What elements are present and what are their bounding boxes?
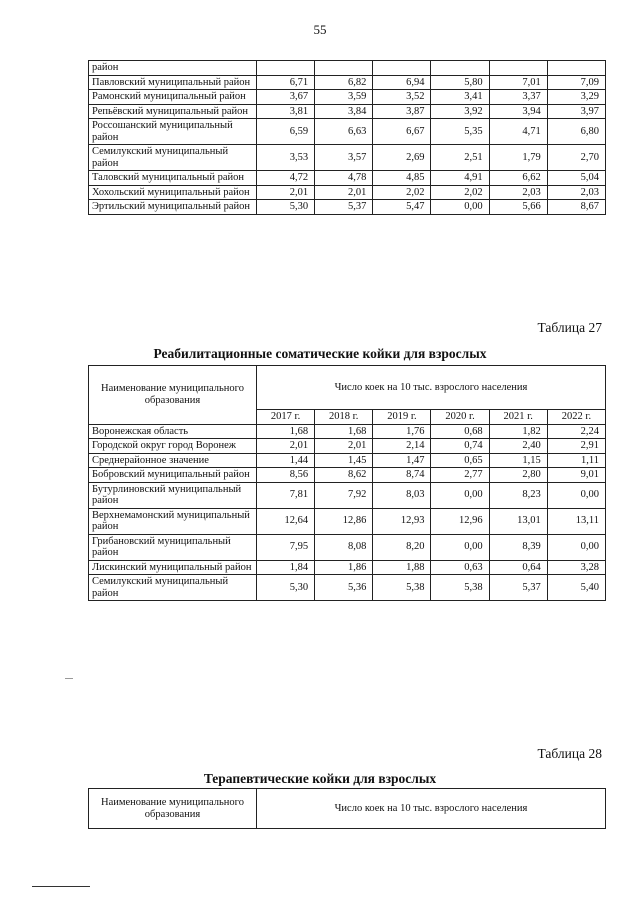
cell-value: 2,03 xyxy=(547,185,605,200)
cell-value: 2,80 xyxy=(489,468,547,483)
cell-value: 13,01 xyxy=(489,508,547,534)
cell-value: 3,41 xyxy=(431,90,489,105)
cell-value: 2,51 xyxy=(431,145,489,171)
cell-value: 1,15 xyxy=(489,453,547,468)
cell-value: 5,66 xyxy=(489,200,547,215)
cell-value: 12,64 xyxy=(257,508,315,534)
cell-value: 5,40 xyxy=(547,575,605,601)
cell-value: 6,62 xyxy=(489,171,547,186)
table-row xyxy=(89,90,606,105)
row-name: Грибановский муниципальный район xyxy=(89,534,257,560)
table28-header-name: Наименование муниципального образования xyxy=(89,789,257,829)
cell-value: 1,45 xyxy=(315,453,373,468)
cell-value: 5,37 xyxy=(489,575,547,601)
cell-value: 2,70 xyxy=(547,145,605,171)
row-name: Воронежская область xyxy=(89,424,257,439)
cell-value: 3,87 xyxy=(373,104,431,119)
cell-value: 1,68 xyxy=(257,424,315,439)
cell-value: 4,85 xyxy=(373,171,431,186)
cell-value xyxy=(257,61,315,76)
row-name: Рамонский муниципальный район xyxy=(89,90,257,105)
cell-value: 1,86 xyxy=(315,560,373,575)
cell-value: 6,63 xyxy=(315,119,373,145)
cell-value: 5,30 xyxy=(257,575,315,601)
table-row xyxy=(89,424,606,439)
cell-value: 8,62 xyxy=(315,468,373,483)
table27 xyxy=(88,365,606,601)
cell-value: 6,82 xyxy=(315,75,373,90)
cell-value: 5,38 xyxy=(373,575,431,601)
cell-value: 8,03 xyxy=(373,482,431,508)
cell-value: 0,74 xyxy=(431,439,489,454)
cell-value xyxy=(547,61,605,76)
cell-value: 9,01 xyxy=(547,468,605,483)
table-top-continuation xyxy=(88,60,606,215)
cell-value: 7,81 xyxy=(257,482,315,508)
table-row xyxy=(89,75,606,90)
cell-value: 8,08 xyxy=(315,534,373,560)
margin-mark xyxy=(65,678,73,679)
cell-value: 3,81 xyxy=(257,104,315,119)
year-header: 2021 г. xyxy=(489,410,547,425)
row-name: Бобровский муниципальный район xyxy=(89,468,257,483)
cell-value: 1,68 xyxy=(315,424,373,439)
table28-title: Терапевтические койки для взрослых xyxy=(203,771,437,786)
cell-value: 5,35 xyxy=(431,119,489,145)
cell-value: 8,23 xyxy=(489,482,547,508)
cell-value: 3,97 xyxy=(547,104,605,119)
cell-value: 1,44 xyxy=(257,453,315,468)
cell-value: 6,71 xyxy=(257,75,315,90)
cell-value: 5,04 xyxy=(547,171,605,186)
cell-value: 12,86 xyxy=(315,508,373,534)
cell-value xyxy=(373,61,431,76)
cell-value: 8,67 xyxy=(547,200,605,215)
table28-header-group: Число коек на 10 тыс. взрослого населения xyxy=(257,789,606,829)
cell-value: 2,14 xyxy=(373,439,431,454)
cell-value: 8,74 xyxy=(373,468,431,483)
page-number: 55 xyxy=(313,22,327,37)
cell-value: 2,01 xyxy=(315,185,373,200)
cell-value: 0,64 xyxy=(489,560,547,575)
cell-value: 6,59 xyxy=(257,119,315,145)
cell-value: 5,47 xyxy=(373,200,431,215)
row-name: Таловский муниципальный район xyxy=(89,171,257,186)
year-header: 2022 г. xyxy=(547,410,605,425)
cell-value: 2,02 xyxy=(373,185,431,200)
table-row xyxy=(89,468,606,483)
cell-value: 3,94 xyxy=(489,104,547,119)
cell-value: 1,88 xyxy=(373,560,431,575)
cell-value: 2,01 xyxy=(257,185,315,200)
cell-value: 1,76 xyxy=(373,424,431,439)
table-row xyxy=(89,171,606,186)
row-name: Семилукский муниципальный район xyxy=(89,575,257,601)
row-name: Хохольский муниципальный район xyxy=(89,185,257,200)
table-row xyxy=(89,534,606,560)
cell-value: 5,30 xyxy=(257,200,315,215)
cell-value: 4,78 xyxy=(315,171,373,186)
cell-value: 2,02 xyxy=(431,185,489,200)
cell-value: 8,56 xyxy=(257,468,315,483)
cell-value xyxy=(315,61,373,76)
cell-value: 2,24 xyxy=(547,424,605,439)
table-row xyxy=(89,439,606,454)
cell-value: 0,00 xyxy=(547,534,605,560)
cell-value: 4,71 xyxy=(489,119,547,145)
year-header: 2018 г. xyxy=(315,410,373,425)
table-row xyxy=(89,453,606,468)
cell-value: 1,84 xyxy=(257,560,315,575)
cell-value: 2,01 xyxy=(315,439,373,454)
cell-value xyxy=(489,61,547,76)
year-header: 2019 г. xyxy=(373,410,431,425)
table-row xyxy=(89,575,606,601)
cell-value: 0,00 xyxy=(431,534,489,560)
cell-value: 7,95 xyxy=(257,534,315,560)
year-header: 2020 г. xyxy=(431,410,489,425)
row-name: Бутурлиновский муниципальный район xyxy=(89,482,257,508)
table27-title: Реабилитационные соматические койки для взрослых xyxy=(153,346,487,361)
cell-value: 8,20 xyxy=(373,534,431,560)
table-row xyxy=(89,145,606,171)
cell-value: 3,57 xyxy=(315,145,373,171)
table27-caption: Таблица 27 xyxy=(537,320,602,335)
cell-value: 2,91 xyxy=(547,439,605,454)
cell-value: 13,11 xyxy=(547,508,605,534)
table28-caption: Таблица 28 xyxy=(537,746,602,761)
cell-value: 6,67 xyxy=(373,119,431,145)
cell-value: 4,91 xyxy=(431,171,489,186)
table-row xyxy=(89,119,606,145)
cell-value: 3,84 xyxy=(315,104,373,119)
cell-value: 0,63 xyxy=(431,560,489,575)
cell-value: 2,40 xyxy=(489,439,547,454)
cell-value: 0,00 xyxy=(431,482,489,508)
table27-header-name: Наименование муниципального образования xyxy=(89,366,257,425)
table-row xyxy=(89,508,606,534)
cell-value: 5,36 xyxy=(315,575,373,601)
cell-value: 3,92 xyxy=(431,104,489,119)
cell-value: 5,37 xyxy=(315,200,373,215)
cell-value: 1,79 xyxy=(489,145,547,171)
row-name: Эртильский муниципальный район xyxy=(89,200,257,215)
year-header: 2017 г. xyxy=(257,410,315,425)
cell-value: 3,67 xyxy=(257,90,315,105)
cell-value: 7,01 xyxy=(489,75,547,90)
cell-value: 0,65 xyxy=(431,453,489,468)
cell-value: 8,39 xyxy=(489,534,547,560)
table-row xyxy=(89,61,606,76)
row-name: Верхнемамонский муниципальный район xyxy=(89,508,257,534)
cell-value: 0,68 xyxy=(431,424,489,439)
cell-value: 4,72 xyxy=(257,171,315,186)
row-name: район xyxy=(89,61,257,76)
row-name: Семилукский муниципальный район xyxy=(89,145,257,171)
cell-value: 6,80 xyxy=(547,119,605,145)
cell-value: 3,59 xyxy=(315,90,373,105)
row-name: Павловский муниципальный район xyxy=(89,75,257,90)
table28 xyxy=(88,788,606,829)
cell-value: 2,01 xyxy=(257,439,315,454)
cell-value: 7,92 xyxy=(315,482,373,508)
cell-value: 3,29 xyxy=(547,90,605,105)
cell-value: 5,38 xyxy=(431,575,489,601)
cell-value: 0,00 xyxy=(547,482,605,508)
cell-value: 12,96 xyxy=(431,508,489,534)
row-name: Репьёвский муниципальный район xyxy=(89,104,257,119)
cell-value: 3,28 xyxy=(547,560,605,575)
table-row xyxy=(89,185,606,200)
footnote-separator xyxy=(32,886,90,887)
cell-value: 12,93 xyxy=(373,508,431,534)
table-row xyxy=(89,104,606,119)
row-name: Среднерайонное значение xyxy=(89,453,257,468)
cell-value: 1,82 xyxy=(489,424,547,439)
cell-value: 7,09 xyxy=(547,75,605,90)
cell-value xyxy=(431,61,489,76)
row-name: Россошанский муниципальный район xyxy=(89,119,257,145)
cell-value: 3,53 xyxy=(257,145,315,171)
cell-value: 1,47 xyxy=(373,453,431,468)
cell-value: 2,69 xyxy=(373,145,431,171)
cell-value: 2,03 xyxy=(489,185,547,200)
row-name: Городской округ город Воронеж xyxy=(89,439,257,454)
cell-value: 3,37 xyxy=(489,90,547,105)
table-row xyxy=(89,482,606,508)
cell-value: 2,77 xyxy=(431,468,489,483)
table27-header-group: Число коек на 10 тыс. взрослого населения xyxy=(257,366,606,410)
table-row xyxy=(89,560,606,575)
cell-value: 5,80 xyxy=(431,75,489,90)
cell-value: 0,00 xyxy=(431,200,489,215)
table-row xyxy=(89,200,606,215)
row-name: Лискинский муниципальный район xyxy=(89,560,257,575)
cell-value: 3,52 xyxy=(373,90,431,105)
cell-value: 6,94 xyxy=(373,75,431,90)
cell-value: 1,11 xyxy=(547,453,605,468)
